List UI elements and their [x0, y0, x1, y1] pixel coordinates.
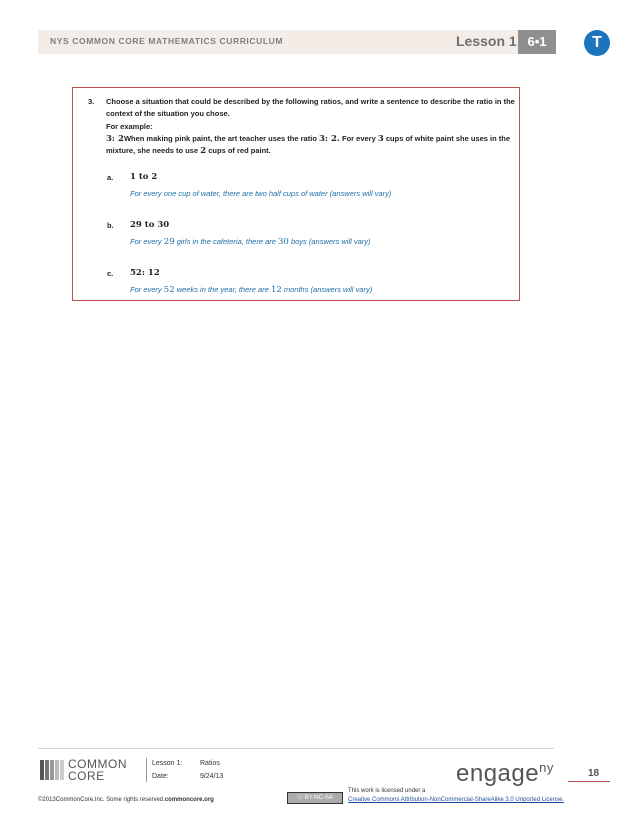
part-c-answer-a: For every — [130, 285, 162, 294]
part-a-expression: 1 to 2 — [130, 172, 158, 182]
part-b-label: b. — [107, 221, 114, 230]
footer-date-value: 9/24/13 — [200, 773, 224, 780]
example-num-2: 2 — [200, 146, 207, 156]
problem-number: 3. — [88, 97, 95, 106]
part-b-answer-n2: 30 — [278, 237, 289, 247]
cc-icon: ⓒ — [297, 795, 304, 801]
engage-text: engage — [456, 760, 540, 787]
part-b-answer-a: For every — [130, 237, 162, 246]
part-c-answer-b: weeks in the year, there are — [176, 285, 269, 294]
part-c-answer-c: months (answers will vary) — [283, 285, 373, 294]
part-c-answer-n2: 12 — [270, 285, 282, 295]
page-number-rule — [568, 781, 610, 782]
common-core-logo-icon — [40, 760, 64, 780]
footer-divider — [146, 758, 147, 782]
footer-date-label: Date: — [152, 773, 169, 780]
copyright-site[interactable]: commoncore.org — [164, 797, 214, 803]
logo-line-1: COMMON — [68, 757, 127, 771]
part-c-expression: 52: 12 — [130, 268, 160, 278]
teacher-icon: T — [584, 30, 610, 56]
lesson-title: Lesson 1 — [456, 33, 517, 49]
part-b-answer-c: boys (answers will vary) — [290, 237, 371, 246]
example-label: For example: — [106, 122, 153, 131]
part-c-answer — [130, 285, 372, 295]
license-link[interactable]: Creative Commons Attribution-NonCommercial-ShareAlike 3.0 Unported License. — [348, 797, 565, 803]
module-badge: 6•1 — [518, 30, 556, 54]
cc-license-badge[interactable] — [287, 792, 343, 804]
example-line2-b: cups of red paint. — [208, 146, 271, 155]
example-line-1 — [106, 134, 510, 144]
part-b-answer — [130, 237, 371, 247]
license-line-1: This work is licensed under a — [348, 788, 426, 794]
part-b-answer-n1: 29 — [163, 237, 175, 247]
part-b-expression: 29 to 30 — [130, 220, 170, 230]
curriculum-title: NYS COMMON CORE MATHEMATICS CURRICULUM — [50, 36, 284, 46]
part-a-answer: For every one cup of water, there are two half cups of water (answers will vary) — [130, 189, 392, 198]
common-core-logo-text — [68, 758, 127, 782]
example-text-1: When making pink paint, the art teacher uses the ratio — [123, 134, 317, 143]
example-text-3: cups of white paint she uses in the — [385, 134, 511, 143]
prompt-line-2: context of the situation you chose. — [106, 109, 230, 118]
footer-lesson-label: Lesson 1: — [152, 760, 183, 767]
part-c-label: c. — [107, 269, 114, 278]
copyright-main: ©2013CommonCore,Inc. Some rights reserved. — [38, 797, 165, 803]
engageny-logo — [456, 760, 554, 788]
logo-line-2: CORE — [68, 769, 105, 783]
prompt-line-1: Choose a situation that could be described by the following ratios, and write a sentence to describe the ratio in the — [106, 97, 515, 106]
page-number: 18 — [588, 768, 600, 779]
example-ratio-2: 3: 2. — [319, 134, 340, 144]
engage-sup: ny — [539, 760, 554, 775]
part-b-answer-b: girls in the cafeteria, there are — [176, 237, 276, 246]
part-c-answer-n1: 52 — [163, 285, 175, 295]
copyright-text — [38, 797, 214, 803]
example-line2-a: mixture, she needs to use — [106, 146, 199, 155]
example-text-2: For every — [341, 134, 376, 143]
part-a-label: a. — [107, 173, 114, 182]
example-line-2 — [106, 146, 271, 156]
footer-rule — [38, 748, 554, 749]
footer-lesson-value: Ratios — [200, 760, 220, 767]
cc-badge-label: BY-NC-SA — [304, 795, 333, 801]
example-ratio: 3: 2 — [106, 134, 124, 144]
example-num-3: 3 — [377, 134, 384, 144]
